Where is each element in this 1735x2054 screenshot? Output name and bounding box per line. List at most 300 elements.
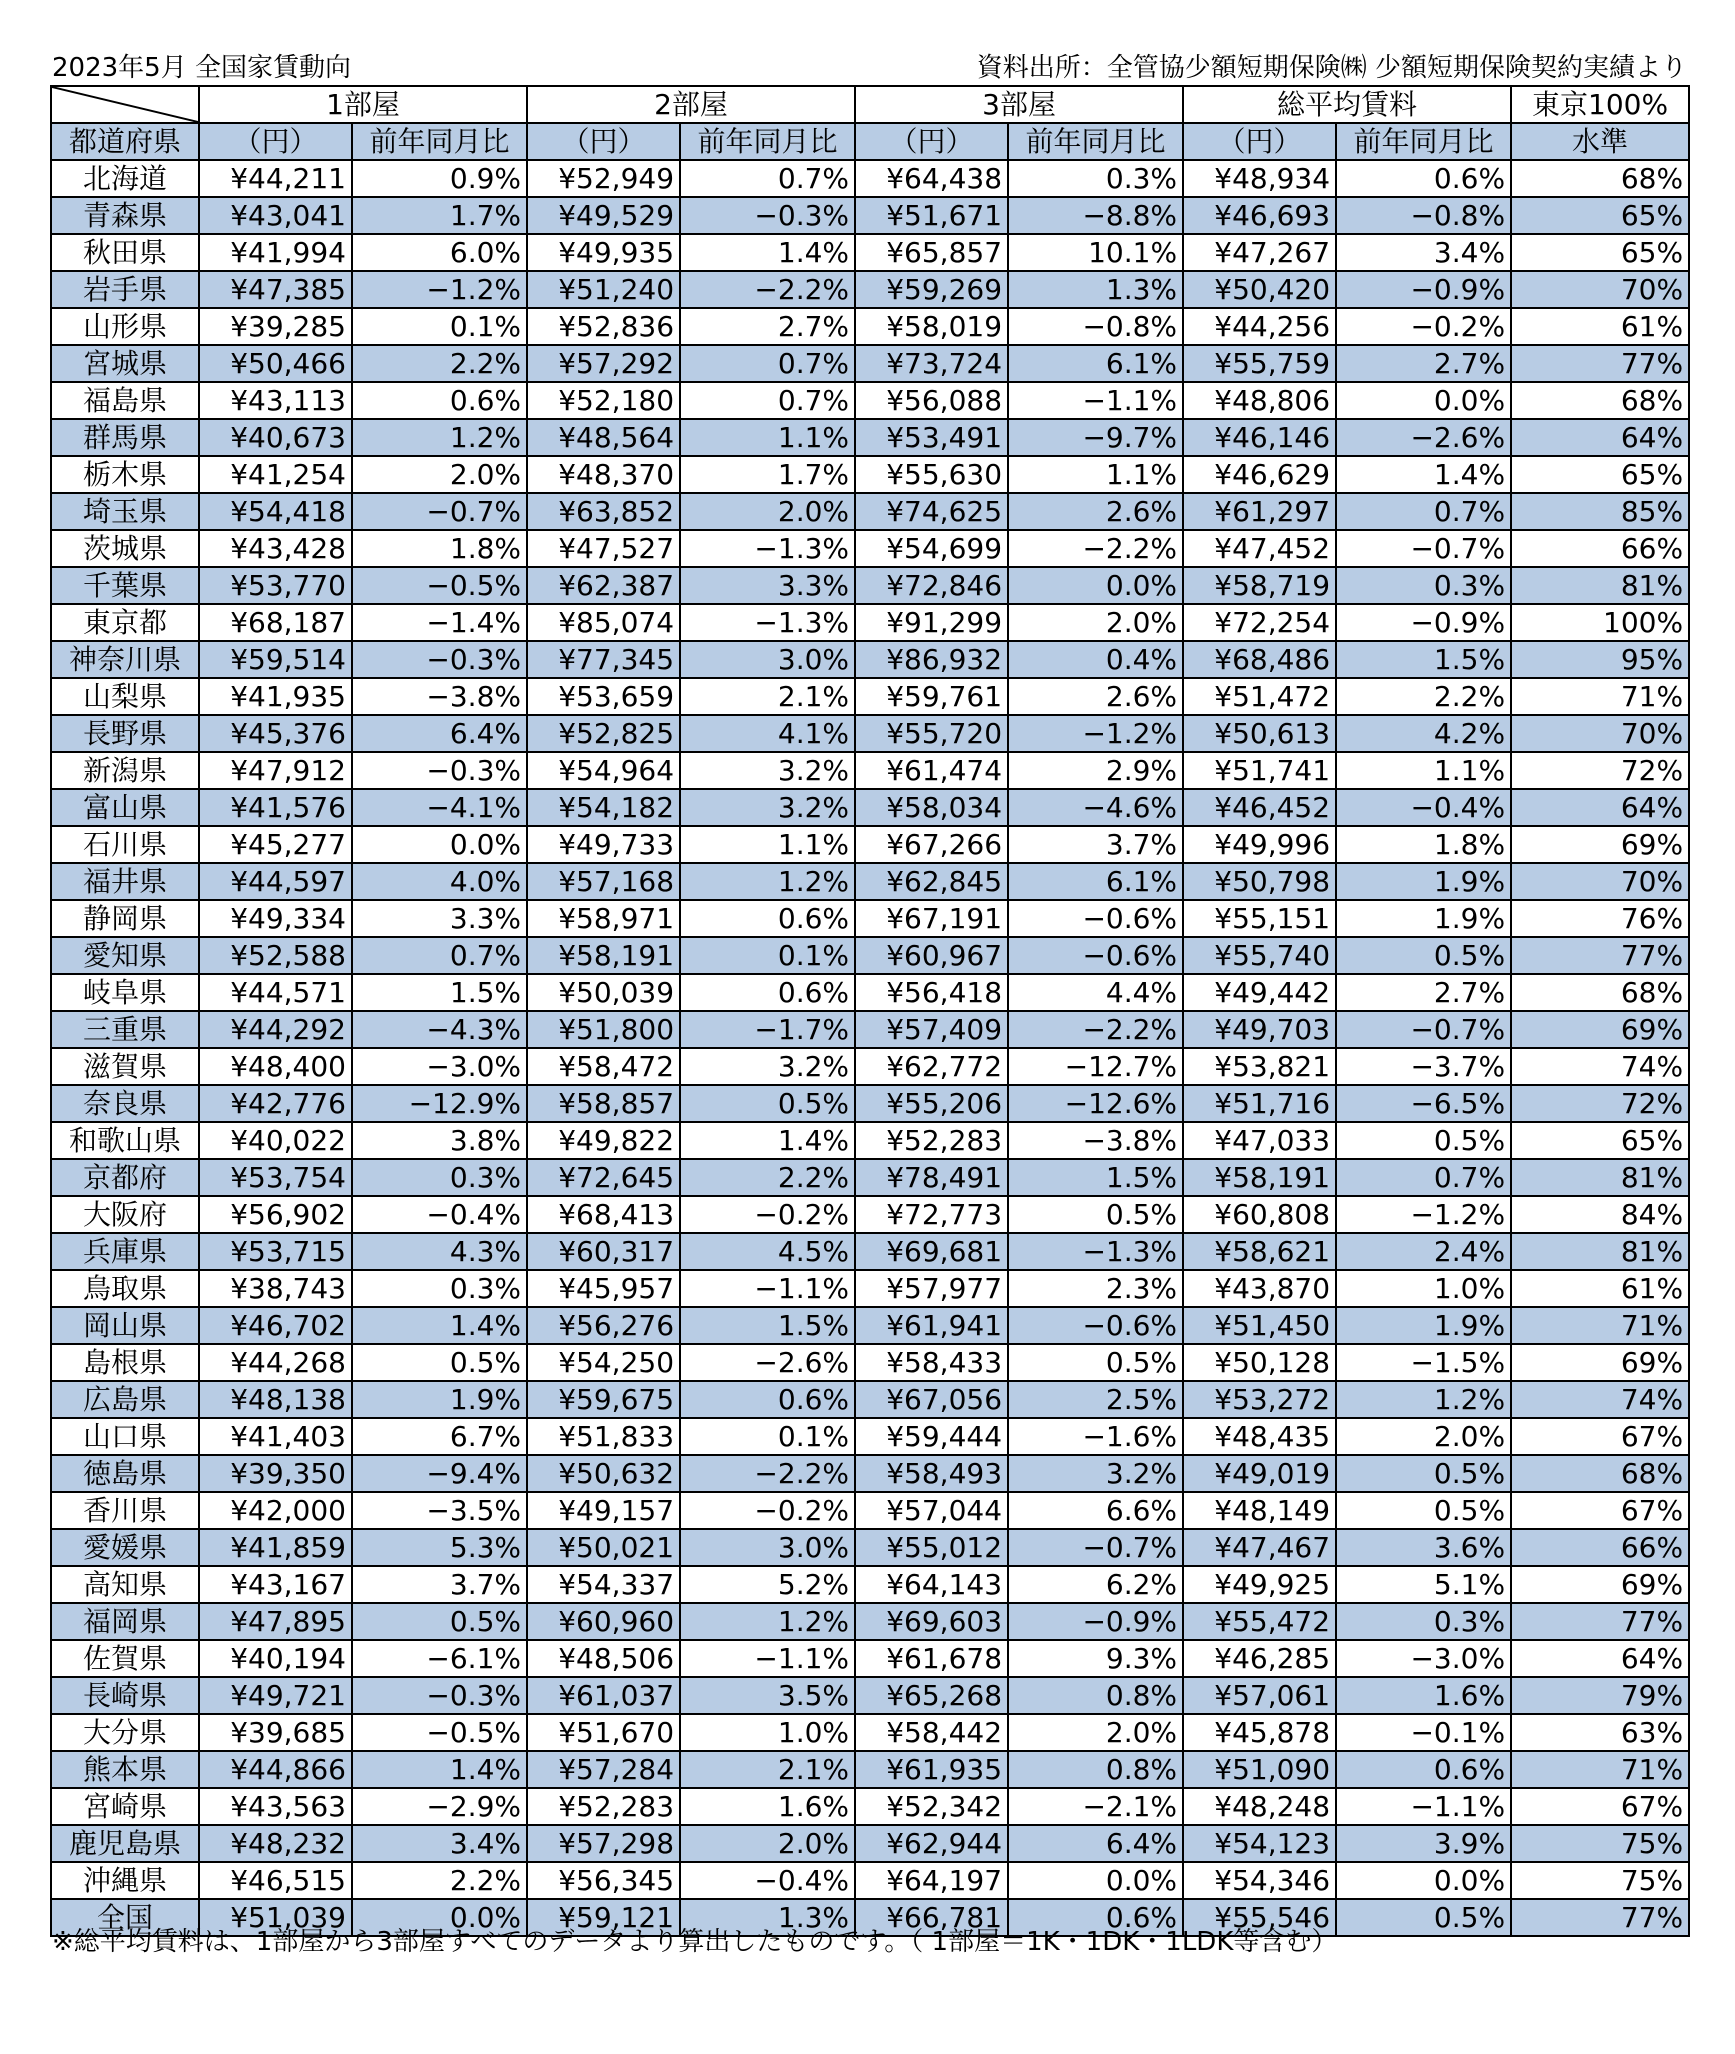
yoy-2room-cell: −0.4% xyxy=(680,1862,855,1899)
rent-2room-cell: ¥48,506 xyxy=(527,1640,680,1677)
tokyo-index-cell: 66% xyxy=(1511,530,1689,567)
yoy-2room-cell: 1.4% xyxy=(680,234,855,271)
rent-1room-cell: ¥41,935 xyxy=(199,678,352,715)
prefecture-cell: 和歌山県 xyxy=(51,1122,199,1159)
prefecture-cell: 東京都 xyxy=(51,604,199,641)
table-row xyxy=(51,1825,1689,1862)
rent-2room-cell: ¥52,836 xyxy=(527,308,680,345)
tokyo-index-cell: 64% xyxy=(1511,419,1689,456)
rent-average-cell: ¥48,934 xyxy=(1183,160,1336,197)
yoy-1room-cell: 0.5% xyxy=(352,1344,527,1381)
prefecture-cell: 宮崎県 xyxy=(51,1788,199,1825)
table-row xyxy=(51,1048,1689,1085)
rent-average-cell: ¥49,703 xyxy=(1183,1011,1336,1048)
page-title: 2023年5月 全国家賃動向 xyxy=(52,53,351,83)
yoy-3room-cell: 2.6% xyxy=(1008,493,1183,530)
yoy-3room-cell: −2.2% xyxy=(1008,530,1183,567)
rent-average-cell: ¥54,346 xyxy=(1183,1862,1336,1899)
yoy-2room-cell: 1.7% xyxy=(680,456,855,493)
tokyo-index-cell: 63% xyxy=(1511,1714,1689,1751)
rent-1room-cell: ¥41,576 xyxy=(199,789,352,826)
rent-average-cell: ¥50,613 xyxy=(1183,715,1336,752)
rent-average-cell: ¥55,759 xyxy=(1183,345,1336,382)
yoy-1room-cell: 1.9% xyxy=(352,1381,527,1418)
rent-3room-cell: ¥72,773 xyxy=(855,1196,1008,1233)
yoy-2room-cell: 2.7% xyxy=(680,308,855,345)
yoy-2room-cell: 1.5% xyxy=(680,1307,855,1344)
rent-3room-cell: ¥73,724 xyxy=(855,345,1008,382)
yoy-2room-cell: 1.0% xyxy=(680,1714,855,1751)
rent-3room-cell: ¥64,143 xyxy=(855,1566,1008,1603)
table-row xyxy=(51,974,1689,1011)
yoy-3room-cell: 3.2% xyxy=(1008,1455,1183,1492)
tokyo-index-cell: 64% xyxy=(1511,789,1689,826)
rent-2room-cell: ¥53,659 xyxy=(527,678,680,715)
rent-3room-cell: ¥58,019 xyxy=(855,308,1008,345)
rent-average-cell: ¥48,806 xyxy=(1183,382,1336,419)
rent-2room-cell: ¥49,157 xyxy=(527,1492,680,1529)
tokyo-index-cell: 70% xyxy=(1511,271,1689,308)
yoy-1room-cell: −0.5% xyxy=(352,1714,527,1751)
yoy-2room-cell: −2.2% xyxy=(680,271,855,308)
rent-1room-cell: ¥48,400 xyxy=(199,1048,352,1085)
yoy-1room-cell: 3.3% xyxy=(352,900,527,937)
table-row xyxy=(51,1307,1689,1344)
rent-average-cell: ¥47,033 xyxy=(1183,1122,1336,1159)
yoy-3room-cell: 6.1% xyxy=(1008,345,1183,382)
rent-1room-cell: ¥48,138 xyxy=(199,1381,352,1418)
rent-3room-cell: ¥64,197 xyxy=(855,1862,1008,1899)
rent-average-cell: ¥55,472 xyxy=(1183,1603,1336,1640)
yoy-1room-cell: 0.7% xyxy=(352,937,527,974)
rent-average-cell: ¥58,621 xyxy=(1183,1233,1336,1270)
rent-1room-cell: ¥43,113 xyxy=(199,382,352,419)
rent-2room-cell: ¥57,298 xyxy=(527,1825,680,1862)
yoy-2room-cell: 0.6% xyxy=(680,1381,855,1418)
rent-2room-cell: ¥59,121 xyxy=(527,1899,680,1936)
yoy-average-cell: 1.9% xyxy=(1336,1307,1511,1344)
yoy-1room-cell: 4.0% xyxy=(352,863,527,900)
yoy-3room-cell: −2.1% xyxy=(1008,1788,1183,1825)
table-row xyxy=(51,1270,1689,1307)
yoy-2room-cell: 0.6% xyxy=(680,974,855,1011)
yoy-3room-cell: 2.5% xyxy=(1008,1381,1183,1418)
prefecture-cell: 群馬県 xyxy=(51,419,199,456)
prefecture-cell: 宮城県 xyxy=(51,345,199,382)
yoy-3room-cell: 0.5% xyxy=(1008,1196,1183,1233)
yoy-1room-cell: 2.2% xyxy=(352,345,527,382)
header-3room: 3部屋 xyxy=(855,86,1183,123)
yoy-average-cell: 0.3% xyxy=(1336,1603,1511,1640)
tokyo-index-cell: 61% xyxy=(1511,1270,1689,1307)
prefecture-cell: 三重県 xyxy=(51,1011,199,1048)
prefecture-cell: 佐賀県 xyxy=(51,1640,199,1677)
yoy-3room-cell: 6.6% xyxy=(1008,1492,1183,1529)
yoy-2room-cell: 1.1% xyxy=(680,419,855,456)
yoy-average-cell: 1.9% xyxy=(1336,900,1511,937)
table-row xyxy=(51,419,1689,456)
yoy-average-cell: 1.2% xyxy=(1336,1381,1511,1418)
yoy-2room-cell: −0.2% xyxy=(680,1492,855,1529)
yoy-average-cell: −0.4% xyxy=(1336,789,1511,826)
table-row xyxy=(51,1751,1689,1788)
prefecture-cell: 徳島県 xyxy=(51,1455,199,1492)
rent-average-cell: ¥55,546 xyxy=(1183,1899,1336,1936)
rent-3room-cell: ¥69,603 xyxy=(855,1603,1008,1640)
prefecture-cell: 山梨県 xyxy=(51,678,199,715)
rent-2room-cell: ¥49,529 xyxy=(527,197,680,234)
prefecture-cell: 岐阜県 xyxy=(51,974,199,1011)
yoy-1room-cell: 5.3% xyxy=(352,1529,527,1566)
yoy-2room-cell: 0.7% xyxy=(680,382,855,419)
tokyo-index-cell: 71% xyxy=(1511,678,1689,715)
yoy-1room-cell: −9.4% xyxy=(352,1455,527,1492)
prefecture-cell: 島根県 xyxy=(51,1344,199,1381)
yoy-3room-cell: 0.8% xyxy=(1008,1751,1183,1788)
header-yoy: 前年同月比 xyxy=(680,123,855,160)
rent-1room-cell: ¥45,376 xyxy=(199,715,352,752)
rent-average-cell: ¥48,248 xyxy=(1183,1788,1336,1825)
prefecture-cell: 福島県 xyxy=(51,382,199,419)
yoy-1room-cell: −1.2% xyxy=(352,271,527,308)
rent-1room-cell: ¥44,571 xyxy=(199,974,352,1011)
rent-3room-cell: ¥65,857 xyxy=(855,234,1008,271)
table-row xyxy=(51,1011,1689,1048)
table-row xyxy=(51,604,1689,641)
prefecture-cell: 石川県 xyxy=(51,826,199,863)
rent-3room-cell: ¥61,678 xyxy=(855,1640,1008,1677)
rent-2room-cell: ¥54,250 xyxy=(527,1344,680,1381)
yoy-average-cell: 1.9% xyxy=(1336,863,1511,900)
yoy-3room-cell: −9.7% xyxy=(1008,419,1183,456)
rent-3room-cell: ¥67,056 xyxy=(855,1381,1008,1418)
table-row xyxy=(51,234,1689,271)
yoy-3room-cell: 0.6% xyxy=(1008,1899,1183,1936)
table-row xyxy=(51,1677,1689,1714)
tokyo-index-cell: 68% xyxy=(1511,1455,1689,1492)
rent-1room-cell: ¥45,277 xyxy=(199,826,352,863)
rent-1room-cell: ¥49,334 xyxy=(199,900,352,937)
yoy-2room-cell: −1.3% xyxy=(680,530,855,567)
yoy-3room-cell: 10.1% xyxy=(1008,234,1183,271)
yoy-average-cell: −0.9% xyxy=(1336,271,1511,308)
rent-2room-cell: ¥52,825 xyxy=(527,715,680,752)
rent-2room-cell: ¥63,852 xyxy=(527,493,680,530)
prefecture-cell: 熊本県 xyxy=(51,1751,199,1788)
prefecture-cell: 秋田県 xyxy=(51,234,199,271)
rent-1room-cell: ¥41,859 xyxy=(199,1529,352,1566)
prefecture-cell: 静岡県 xyxy=(51,900,199,937)
yoy-average-cell: 0.6% xyxy=(1336,1751,1511,1788)
prefecture-cell: 奈良県 xyxy=(51,1085,199,1122)
header-yoy: 前年同月比 xyxy=(352,123,527,160)
yoy-average-cell: 0.7% xyxy=(1336,493,1511,530)
prefecture-cell: 山口県 xyxy=(51,1418,199,1455)
tokyo-index-cell: 71% xyxy=(1511,1751,1689,1788)
yoy-1room-cell: 3.4% xyxy=(352,1825,527,1862)
rent-2room-cell: ¥51,670 xyxy=(527,1714,680,1751)
yoy-2room-cell: 0.5% xyxy=(680,1085,855,1122)
tokyo-index-cell: 76% xyxy=(1511,900,1689,937)
rent-3room-cell: ¥78,491 xyxy=(855,1159,1008,1196)
table-row xyxy=(51,937,1689,974)
rent-1room-cell: ¥56,902 xyxy=(199,1196,352,1233)
rent-3room-cell: ¥57,044 xyxy=(855,1492,1008,1529)
table-body xyxy=(51,160,1689,1936)
yoy-1room-cell: 0.6% xyxy=(352,382,527,419)
yoy-average-cell: −1.5% xyxy=(1336,1344,1511,1381)
yoy-average-cell: −1.1% xyxy=(1336,1788,1511,1825)
yoy-average-cell: 2.7% xyxy=(1336,345,1511,382)
rent-average-cell: ¥51,741 xyxy=(1183,752,1336,789)
tokyo-index-cell: 74% xyxy=(1511,1048,1689,1085)
tokyo-index-cell: 70% xyxy=(1511,863,1689,900)
yoy-3room-cell: −1.3% xyxy=(1008,1233,1183,1270)
rent-2room-cell: ¥77,345 xyxy=(527,641,680,678)
table-row xyxy=(51,900,1689,937)
yoy-1room-cell: 1.2% xyxy=(352,419,527,456)
prefecture-cell: 山形県 xyxy=(51,308,199,345)
rent-1room-cell: ¥59,514 xyxy=(199,641,352,678)
rent-2room-cell: ¥85,074 xyxy=(527,604,680,641)
yoy-3room-cell: 2.0% xyxy=(1008,604,1183,641)
rent-average-cell: ¥48,435 xyxy=(1183,1418,1336,1455)
rent-2room-cell: ¥47,527 xyxy=(527,530,680,567)
yoy-2room-cell: 0.1% xyxy=(680,937,855,974)
yoy-1room-cell: −4.3% xyxy=(352,1011,527,1048)
rent-average-cell: ¥47,267 xyxy=(1183,234,1336,271)
rent-average-cell: ¥49,019 xyxy=(1183,1455,1336,1492)
yoy-3room-cell: 3.7% xyxy=(1008,826,1183,863)
rent-3room-cell: ¥58,442 xyxy=(855,1714,1008,1751)
rent-2room-cell: ¥48,370 xyxy=(527,456,680,493)
table-row xyxy=(51,752,1689,789)
yoy-3room-cell: 0.4% xyxy=(1008,641,1183,678)
table-row xyxy=(51,678,1689,715)
prefecture-cell: 長崎県 xyxy=(51,1677,199,1714)
rent-2room-cell: ¥54,964 xyxy=(527,752,680,789)
rent-1room-cell: ¥43,563 xyxy=(199,1788,352,1825)
yoy-3room-cell: −1.6% xyxy=(1008,1418,1183,1455)
yoy-average-cell: 2.0% xyxy=(1336,1418,1511,1455)
tokyo-index-cell: 72% xyxy=(1511,1085,1689,1122)
yoy-average-cell: 3.4% xyxy=(1336,234,1511,271)
yoy-average-cell: −0.9% xyxy=(1336,604,1511,641)
header-yen: （円） xyxy=(1183,123,1336,160)
rent-3room-cell: ¥58,493 xyxy=(855,1455,1008,1492)
rent-average-cell: ¥54,123 xyxy=(1183,1825,1336,1862)
rent-average-cell: ¥61,297 xyxy=(1183,493,1336,530)
yoy-2room-cell: 3.5% xyxy=(680,1677,855,1714)
rent-average-cell: ¥51,472 xyxy=(1183,678,1336,715)
yoy-average-cell: 2.7% xyxy=(1336,974,1511,1011)
tokyo-index-cell: 68% xyxy=(1511,382,1689,419)
yoy-average-cell: −6.5% xyxy=(1336,1085,1511,1122)
prefecture-cell: 全国 xyxy=(51,1899,199,1936)
rent-2room-cell: ¥52,949 xyxy=(527,160,680,197)
yoy-3room-cell: −4.6% xyxy=(1008,789,1183,826)
rent-1room-cell: ¥53,770 xyxy=(199,567,352,604)
tokyo-index-cell: 75% xyxy=(1511,1825,1689,1862)
header-tokyo-index: 東京100% xyxy=(1511,86,1689,123)
prefecture-cell: 沖縄県 xyxy=(51,1862,199,1899)
rent-3room-cell: ¥91,299 xyxy=(855,604,1008,641)
table-row xyxy=(51,1381,1689,1418)
rent-1room-cell: ¥44,268 xyxy=(199,1344,352,1381)
yoy-3room-cell: −0.9% xyxy=(1008,1603,1183,1640)
rent-1room-cell: ¥48,232 xyxy=(199,1825,352,1862)
prefecture-cell: 栃木県 xyxy=(51,456,199,493)
rent-2room-cell: ¥50,021 xyxy=(527,1529,680,1566)
rent-average-cell: ¥57,061 xyxy=(1183,1677,1336,1714)
yoy-average-cell: 3.6% xyxy=(1336,1529,1511,1566)
prefecture-cell: 高知県 xyxy=(51,1566,199,1603)
yoy-2room-cell: −2.2% xyxy=(680,1455,855,1492)
table-row xyxy=(51,1196,1689,1233)
yoy-1room-cell: 0.3% xyxy=(352,1270,527,1307)
rent-2room-cell: ¥51,833 xyxy=(527,1418,680,1455)
yoy-1room-cell: 1.4% xyxy=(352,1751,527,1788)
yoy-1room-cell: −2.9% xyxy=(352,1788,527,1825)
table-row xyxy=(51,1603,1689,1640)
rent-2room-cell: ¥57,284 xyxy=(527,1751,680,1788)
tokyo-index-cell: 100% xyxy=(1511,604,1689,641)
rent-average-cell: ¥53,272 xyxy=(1183,1381,1336,1418)
yoy-1room-cell: −0.3% xyxy=(352,641,527,678)
yoy-1room-cell: 4.3% xyxy=(352,1233,527,1270)
table-row xyxy=(51,1640,1689,1677)
yoy-2room-cell: 2.2% xyxy=(680,1159,855,1196)
table-row xyxy=(51,1418,1689,1455)
rent-3room-cell: ¥64,438 xyxy=(855,160,1008,197)
rent-average-cell: ¥55,151 xyxy=(1183,900,1336,937)
footnote: ※総平均賃料は、1部屋から3部屋すべてのデータより算出したものです。（ 1部屋＝1K・1DK・1LDK等含む） xyxy=(52,1927,1338,1957)
table-row xyxy=(51,1122,1689,1159)
rent-2room-cell: ¥52,283 xyxy=(527,1788,680,1825)
tokyo-index-cell: 77% xyxy=(1511,1899,1689,1936)
rent-3room-cell: ¥62,772 xyxy=(855,1048,1008,1085)
tokyo-index-cell: 85% xyxy=(1511,493,1689,530)
rent-2room-cell: ¥61,037 xyxy=(527,1677,680,1714)
rent-2room-cell: ¥58,472 xyxy=(527,1048,680,1085)
tokyo-index-cell: 77% xyxy=(1511,345,1689,382)
rent-2room-cell: ¥56,345 xyxy=(527,1862,680,1899)
rent-3room-cell: ¥51,671 xyxy=(855,197,1008,234)
rent-2room-cell: ¥54,337 xyxy=(527,1566,680,1603)
table-row xyxy=(51,1862,1689,1899)
prefecture-cell: 兵庫県 xyxy=(51,1233,199,1270)
rent-3room-cell: ¥57,977 xyxy=(855,1270,1008,1307)
yoy-2room-cell: 1.3% xyxy=(680,1899,855,1936)
yoy-3room-cell: 1.3% xyxy=(1008,271,1183,308)
yoy-3room-cell: 0.0% xyxy=(1008,567,1183,604)
yoy-2room-cell: 3.2% xyxy=(680,789,855,826)
rent-1room-cell: ¥40,022 xyxy=(199,1122,352,1159)
header-yoy: 前年同月比 xyxy=(1008,123,1183,160)
table-row xyxy=(51,308,1689,345)
tokyo-index-cell: 69% xyxy=(1511,1344,1689,1381)
yoy-3room-cell: −0.6% xyxy=(1008,1307,1183,1344)
yoy-2room-cell: 4.1% xyxy=(680,715,855,752)
yoy-3room-cell: −0.8% xyxy=(1008,308,1183,345)
rent-1room-cell: ¥41,994 xyxy=(199,234,352,271)
yoy-2room-cell: 1.1% xyxy=(680,826,855,863)
prefecture-cell: 茨城県 xyxy=(51,530,199,567)
rent-1room-cell: ¥52,588 xyxy=(199,937,352,974)
rent-2room-cell: ¥58,191 xyxy=(527,937,680,974)
rent-average-cell: ¥48,149 xyxy=(1183,1492,1336,1529)
rent-2room-cell: ¥50,632 xyxy=(527,1455,680,1492)
yoy-average-cell: −1.2% xyxy=(1336,1196,1511,1233)
rent-2room-cell: ¥57,292 xyxy=(527,345,680,382)
header-level: 水準 xyxy=(1511,123,1689,160)
rent-2room-cell: ¥56,276 xyxy=(527,1307,680,1344)
table-row xyxy=(51,1566,1689,1603)
yoy-3room-cell: 0.0% xyxy=(1008,1862,1183,1899)
rent-average-cell: ¥46,146 xyxy=(1183,419,1336,456)
table-row xyxy=(51,863,1689,900)
tokyo-index-cell: 66% xyxy=(1511,1529,1689,1566)
yoy-average-cell: −0.7% xyxy=(1336,1011,1511,1048)
tokyo-index-cell: 65% xyxy=(1511,234,1689,271)
rent-2room-cell: ¥60,960 xyxy=(527,1603,680,1640)
rent-average-cell: ¥43,870 xyxy=(1183,1270,1336,1307)
rent-3room-cell: ¥61,941 xyxy=(855,1307,1008,1344)
prefecture-cell: 神奈川県 xyxy=(51,641,199,678)
tokyo-index-cell: 81% xyxy=(1511,1159,1689,1196)
rent-average-cell: ¥51,090 xyxy=(1183,1751,1336,1788)
rent-2room-cell: ¥58,971 xyxy=(527,900,680,937)
rent-1room-cell: ¥50,466 xyxy=(199,345,352,382)
rent-1room-cell: ¥53,754 xyxy=(199,1159,352,1196)
tokyo-index-cell: 61% xyxy=(1511,308,1689,345)
rent-average-cell: ¥49,996 xyxy=(1183,826,1336,863)
rent-3room-cell: ¥52,283 xyxy=(855,1122,1008,1159)
rent-3room-cell: ¥53,491 xyxy=(855,419,1008,456)
yoy-average-cell: 1.8% xyxy=(1336,826,1511,863)
table-row xyxy=(51,1159,1689,1196)
yoy-average-cell: 0.7% xyxy=(1336,1159,1511,1196)
tokyo-index-cell: 79% xyxy=(1511,1677,1689,1714)
yoy-1room-cell: −6.1% xyxy=(352,1640,527,1677)
yoy-2room-cell: −0.3% xyxy=(680,197,855,234)
rent-3room-cell: ¥61,935 xyxy=(855,1751,1008,1788)
rent-2room-cell: ¥59,675 xyxy=(527,1381,680,1418)
rent-3room-cell: ¥66,781 xyxy=(855,1899,1008,1936)
yoy-average-cell: 0.5% xyxy=(1336,1492,1511,1529)
rent-2room-cell: ¥54,182 xyxy=(527,789,680,826)
yoy-average-cell: 0.0% xyxy=(1336,1862,1511,1899)
rent-2room-cell: ¥58,857 xyxy=(527,1085,680,1122)
rent-1room-cell: ¥43,041 xyxy=(199,197,352,234)
rent-1room-cell: ¥39,685 xyxy=(199,1714,352,1751)
table-row xyxy=(51,160,1689,197)
yoy-average-cell: 0.5% xyxy=(1336,1899,1511,1936)
yoy-2room-cell: 1.4% xyxy=(680,1122,855,1159)
yoy-2room-cell: 3.0% xyxy=(680,641,855,678)
yoy-average-cell: −2.6% xyxy=(1336,419,1511,456)
yoy-3room-cell: −0.6% xyxy=(1008,937,1183,974)
rent-2room-cell: ¥48,564 xyxy=(527,419,680,456)
yoy-average-cell: 5.1% xyxy=(1336,1566,1511,1603)
rent-1room-cell: ¥47,895 xyxy=(199,1603,352,1640)
yoy-average-cell: 4.2% xyxy=(1336,715,1511,752)
yoy-2room-cell: 0.7% xyxy=(680,345,855,382)
tokyo-index-cell: 74% xyxy=(1511,1381,1689,1418)
rent-2room-cell: ¥45,957 xyxy=(527,1270,680,1307)
yoy-2room-cell: 0.6% xyxy=(680,900,855,937)
prefecture-cell: 鹿児島県 xyxy=(51,1825,199,1862)
